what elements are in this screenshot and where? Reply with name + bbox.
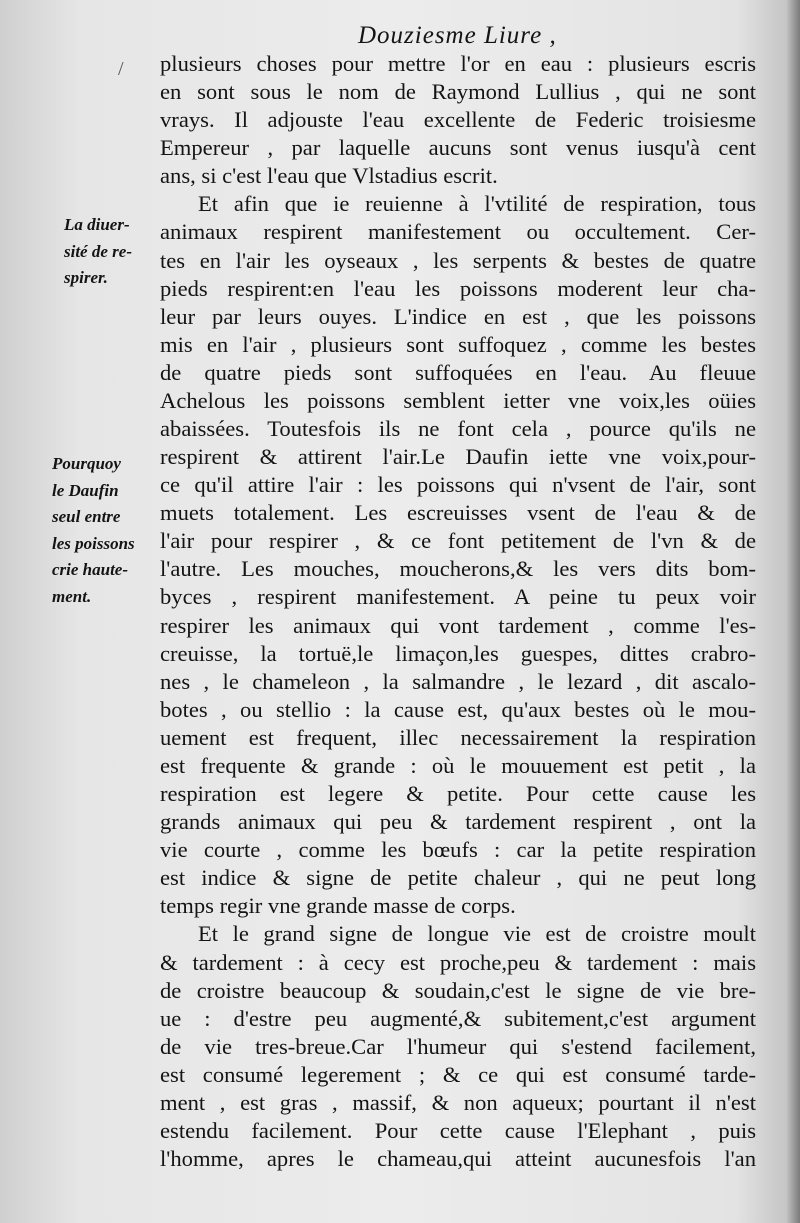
text-line: nes , le chameleon , la salmandre , le lezard , dit ascalo-: [160, 668, 756, 694]
margin-note-line: seul entre: [52, 507, 121, 526]
text-line: est frequente & grande : où le mouuement est petit , la: [160, 752, 756, 778]
text-line: est consumé legerement ; & ce qui est consumé tarde-: [160, 1061, 756, 1087]
text-line: muets totalement. Les escreuisses vsent de l'eau & de: [160, 500, 756, 526]
margin-note-line: La diuer-: [64, 215, 130, 234]
text-line: en sont sous le nom de Raymond Lullius , qui ne sont: [160, 79, 756, 105]
text-line: tes en l'air les oyseaux , les serpents & bestes de quatre: [160, 247, 756, 273]
text-line: animaux respirent manifestement ou occultement. Cer-: [160, 219, 756, 245]
text-line: botes , ou stellio : la cause est, qu'aux bestes où le mou-: [160, 696, 756, 722]
margin-note-line: Pourquoy: [52, 454, 121, 473]
text-line: creuisse, la tortuë,le limaçon,les guespes, dittes crabro-: [160, 640, 756, 666]
text-line: abaissées. Toutesfois ils ne font cela , pource qu'ils ne: [160, 416, 756, 442]
text-line: de vie tres-breue.Car l'humeur qui s'estend facilement,: [160, 1033, 756, 1059]
margin-note-line: sité de re-: [64, 241, 132, 261]
text-line: pieds respirent:en l'eau les poissons moderent leur cha-: [160, 275, 756, 301]
text-line: estendu facilement. Pour cette cause l'Elephant , puis: [160, 1117, 756, 1143]
margin-note-line: les poissons: [52, 533, 135, 553]
text-line: respirent & attirent l'air.Le Daufin iette vne voix,pour-: [160, 444, 756, 470]
text-line: vrays. Il adjouste l'eau excellente de Federic troisiesme: [160, 107, 756, 133]
body-text: [160, 50, 756, 1173]
text-line: Achelous les poissons semblent ietter vne voix,les oüies: [160, 387, 756, 413]
text-line: Empereur , par laquelle aucuns sont venus iusqu'à cent: [160, 135, 756, 161]
text-line: ans, si c'est l'eau que Vlstadius escrit.: [160, 163, 498, 189]
text-line: de quatre pieds sont suffoquées en l'eau. Au fleuue: [160, 359, 756, 385]
paragraph-start-line: Et le grand signe de longue vie est de croistre moult: [198, 921, 756, 947]
text-line: l'air pour respirer , & ce font petitement de l'vn & de: [160, 528, 756, 554]
text-line: vie courte , comme les bœufs : car la petite respiration: [160, 837, 756, 863]
text-line: est indice & signe de petite chaleur , qui ne peut long: [160, 865, 756, 891]
margin-note-dolphin: [52, 451, 152, 610]
running-head: Douziesme Liure ,: [358, 22, 557, 49]
text-line: l'autre. Les mouches, moucherons,& les vers dits bom-: [160, 556, 756, 582]
text-line: plusieurs choses pour mettre l'or en eau : plusieurs escris: [160, 51, 756, 76]
margin-note-line: crie haute-: [52, 560, 129, 579]
text-line: de croistre beaucoup & soudain,c'est le signe de vie bre-: [160, 977, 756, 1003]
text-line: mis en l'air , plusieurs sont suffoquez , comme les bestes: [160, 331, 756, 357]
margin-note-respiration: [64, 212, 164, 292]
text-line: l'homme, apres le chameau,qui atteint aucunesfois l'an: [160, 1146, 756, 1172]
text-line: ment , est gras , massif, & non aqueux; pourtant il n'est: [160, 1089, 756, 1115]
margin-mark: /: [118, 58, 124, 80]
margin-note-line: ment.: [52, 586, 92, 606]
text-line: grands animaux qui peu & tardement respirent , ont la: [160, 809, 756, 835]
text-line: temps regir vne grande masse de corps.: [160, 893, 516, 919]
text-line: leur par leurs ouyes. L'indice en est , que les poissons: [160, 303, 756, 329]
text-line: uement est frequent, illec necessairement la respiration: [160, 724, 756, 750]
text-line: ue : d'estre peu augmenté,& subitement,c'est argument: [160, 1005, 756, 1031]
text-line: byces , respirent manifestement. A peine tu peux voir: [160, 584, 756, 610]
text-line: ce qu'il attire l'air : les poissons qui n'vsent de l'air, sont: [160, 472, 756, 498]
paragraph-start-line: Et afin que ie reuienne à l'vtilité de respiration, tous: [198, 191, 756, 217]
text-line: & tardement : à cecy est proche,peu & tardement : mais: [160, 949, 756, 975]
margin-note-line: le Daufin: [52, 480, 119, 500]
text-line: respirer les animaux qui vont tardement , comme l'es-: [160, 612, 756, 638]
text-line: respiration est legere & petite. Pour cette cause les: [160, 781, 756, 807]
margin-note-line: spirer.: [64, 268, 108, 287]
